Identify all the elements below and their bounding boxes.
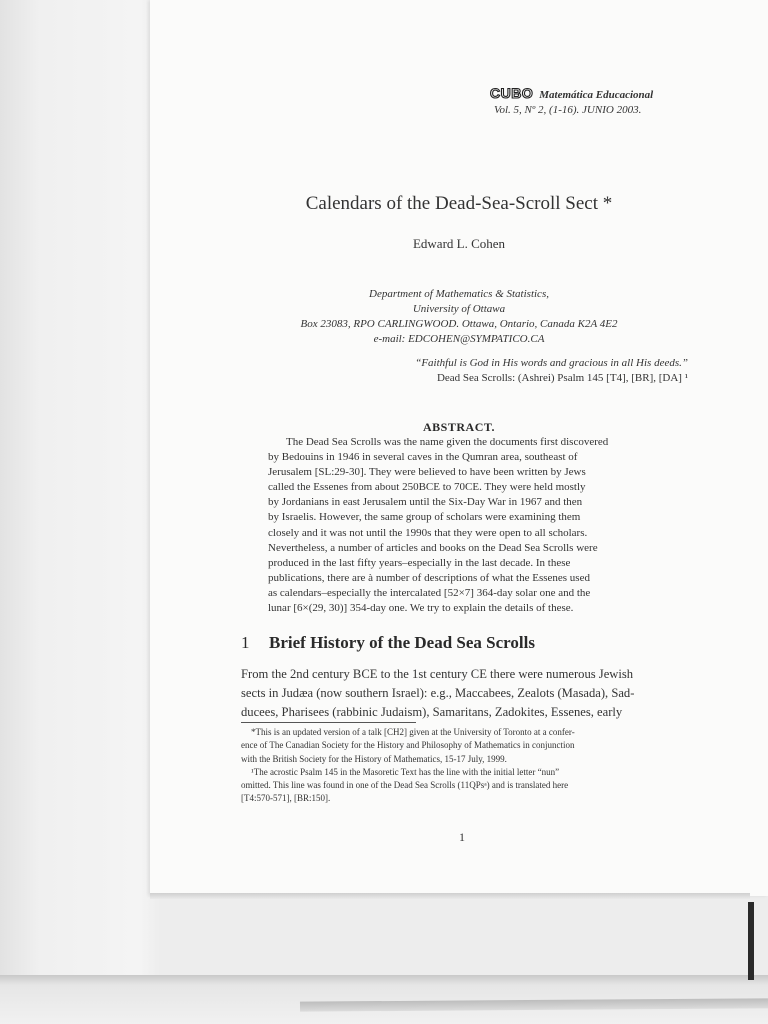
abstract-line: publications, there are à number of descriptions of what the Essenes used (268, 571, 590, 584)
abstract-line: produced in the last fifty years–especially in the last decade. In these (268, 556, 571, 569)
abstract-line: The Dead Sea Scrolls was the name given the documents first discovered (286, 436, 609, 448)
journal-issue: Vol. 5, Nº 2, (1-16). JUNIO 2003. (494, 104, 642, 116)
page-number: 1 (459, 830, 465, 844)
epigraph (268, 356, 688, 386)
abstract-line: called the Essenes from about 250BCE to 70CE. They were held mostly (268, 481, 586, 494)
footnote-line: with the British Society for the History of Mathematics, 15-17 July, 1999. (241, 753, 507, 764)
abstract-line: by Bedouins in 1946 in several caves in the Qumran area, southeast of (268, 451, 578, 464)
affiliation-line: Department of Mathematics & Statistics, (369, 288, 549, 300)
section-heading (241, 633, 701, 653)
abstract-line: by Israelis. However, the same group of scholars were examining them (268, 511, 581, 524)
abstract-line: lunar [6×(29, 30)] 354-day one. We try to explain the details of these. (268, 602, 574, 615)
epigraph-quote: “Faithful is God in His words and gracious in all His deeds.” (415, 357, 688, 369)
affiliation-line: Box 23083, RPO CARLINGWOOD. Ottawa, Ontario, Canada K2A 4E2 (300, 318, 618, 330)
footnotes (241, 726, 691, 806)
abstract-line: Nevertheless, a number of articles and books on the Dead Sea Scrolls were (268, 541, 598, 554)
footnote-line: omitted. This line was found in one of the Dead Sea Scrolls (11QPsᵃ) and is translated here (241, 780, 569, 791)
body-line: sects in Judæa (now southern Israel): e.g., Maccabees, Zealots (Masada), Sad- (241, 686, 635, 701)
footnote-line: ¹The acrostic Psalm 145 in the Masoretic Text has the line with the initial letter “nun” (251, 766, 560, 777)
abstract-line: closely and it was not until the 1990s that they were open to all scholars. (268, 526, 588, 539)
page-bottom-edge (150, 893, 750, 899)
footnote-rule (241, 722, 416, 723)
epigraph-source: Dead Sea Scrolls: (Ashrei) Psalm 145 [T4], [BR], [DA] ¹ (436, 372, 688, 384)
affiliation-line: University of Ottawa (412, 303, 506, 315)
abstract-line: as calendars–especially the intercalated [52×7] 364-day solar one and the (268, 586, 591, 599)
section-number: 1 (241, 633, 250, 652)
body-line: From the 2nd century BCE to the 1st century CE there were numerous Jewish (241, 667, 634, 681)
section-body (241, 665, 691, 723)
journal-title-line (480, 86, 720, 103)
journal-logo: CUBO (490, 85, 534, 101)
footnote-line: [T4:570-571], [BR:150]. (241, 793, 331, 804)
paper-title: Calendars of the Dead-Sea-Scroll Sect * (305, 193, 613, 214)
section-title: Brief History of the Dead Sea Scrolls (269, 633, 535, 652)
body-line: ducees, Pharisees (rabbinic Judaism), Samaritans, Zadokites, Essenes, early (241, 705, 623, 720)
journal-header (480, 86, 720, 118)
paper-author: Edward L. Cohen (412, 236, 506, 251)
footnote-line: ence of The Canadian Society for the History and Philosophy of Mathematics in conjunction (241, 740, 575, 751)
abstract-heading: ABSTRACT. (423, 420, 495, 434)
author-affiliation (150, 287, 768, 347)
footnote-line: *This is an updated version of a talk [CH2] given at the University of Toronto at a confer- (251, 727, 575, 737)
affiliation-line: e-mail: EDCOHEN@SYMPATICO.CA (373, 333, 545, 345)
abstract-body (268, 435, 670, 616)
dark-page-edge (748, 902, 754, 980)
journal-name: Matemática Educacional (539, 89, 654, 101)
abstract-line: by Jordanians in east Jerusalem until the Six-Day War in 1967 and then (268, 496, 583, 509)
abstract-line: Jerusalem [SL:29-30]. They were believed to have been written by Jews (268, 466, 586, 479)
